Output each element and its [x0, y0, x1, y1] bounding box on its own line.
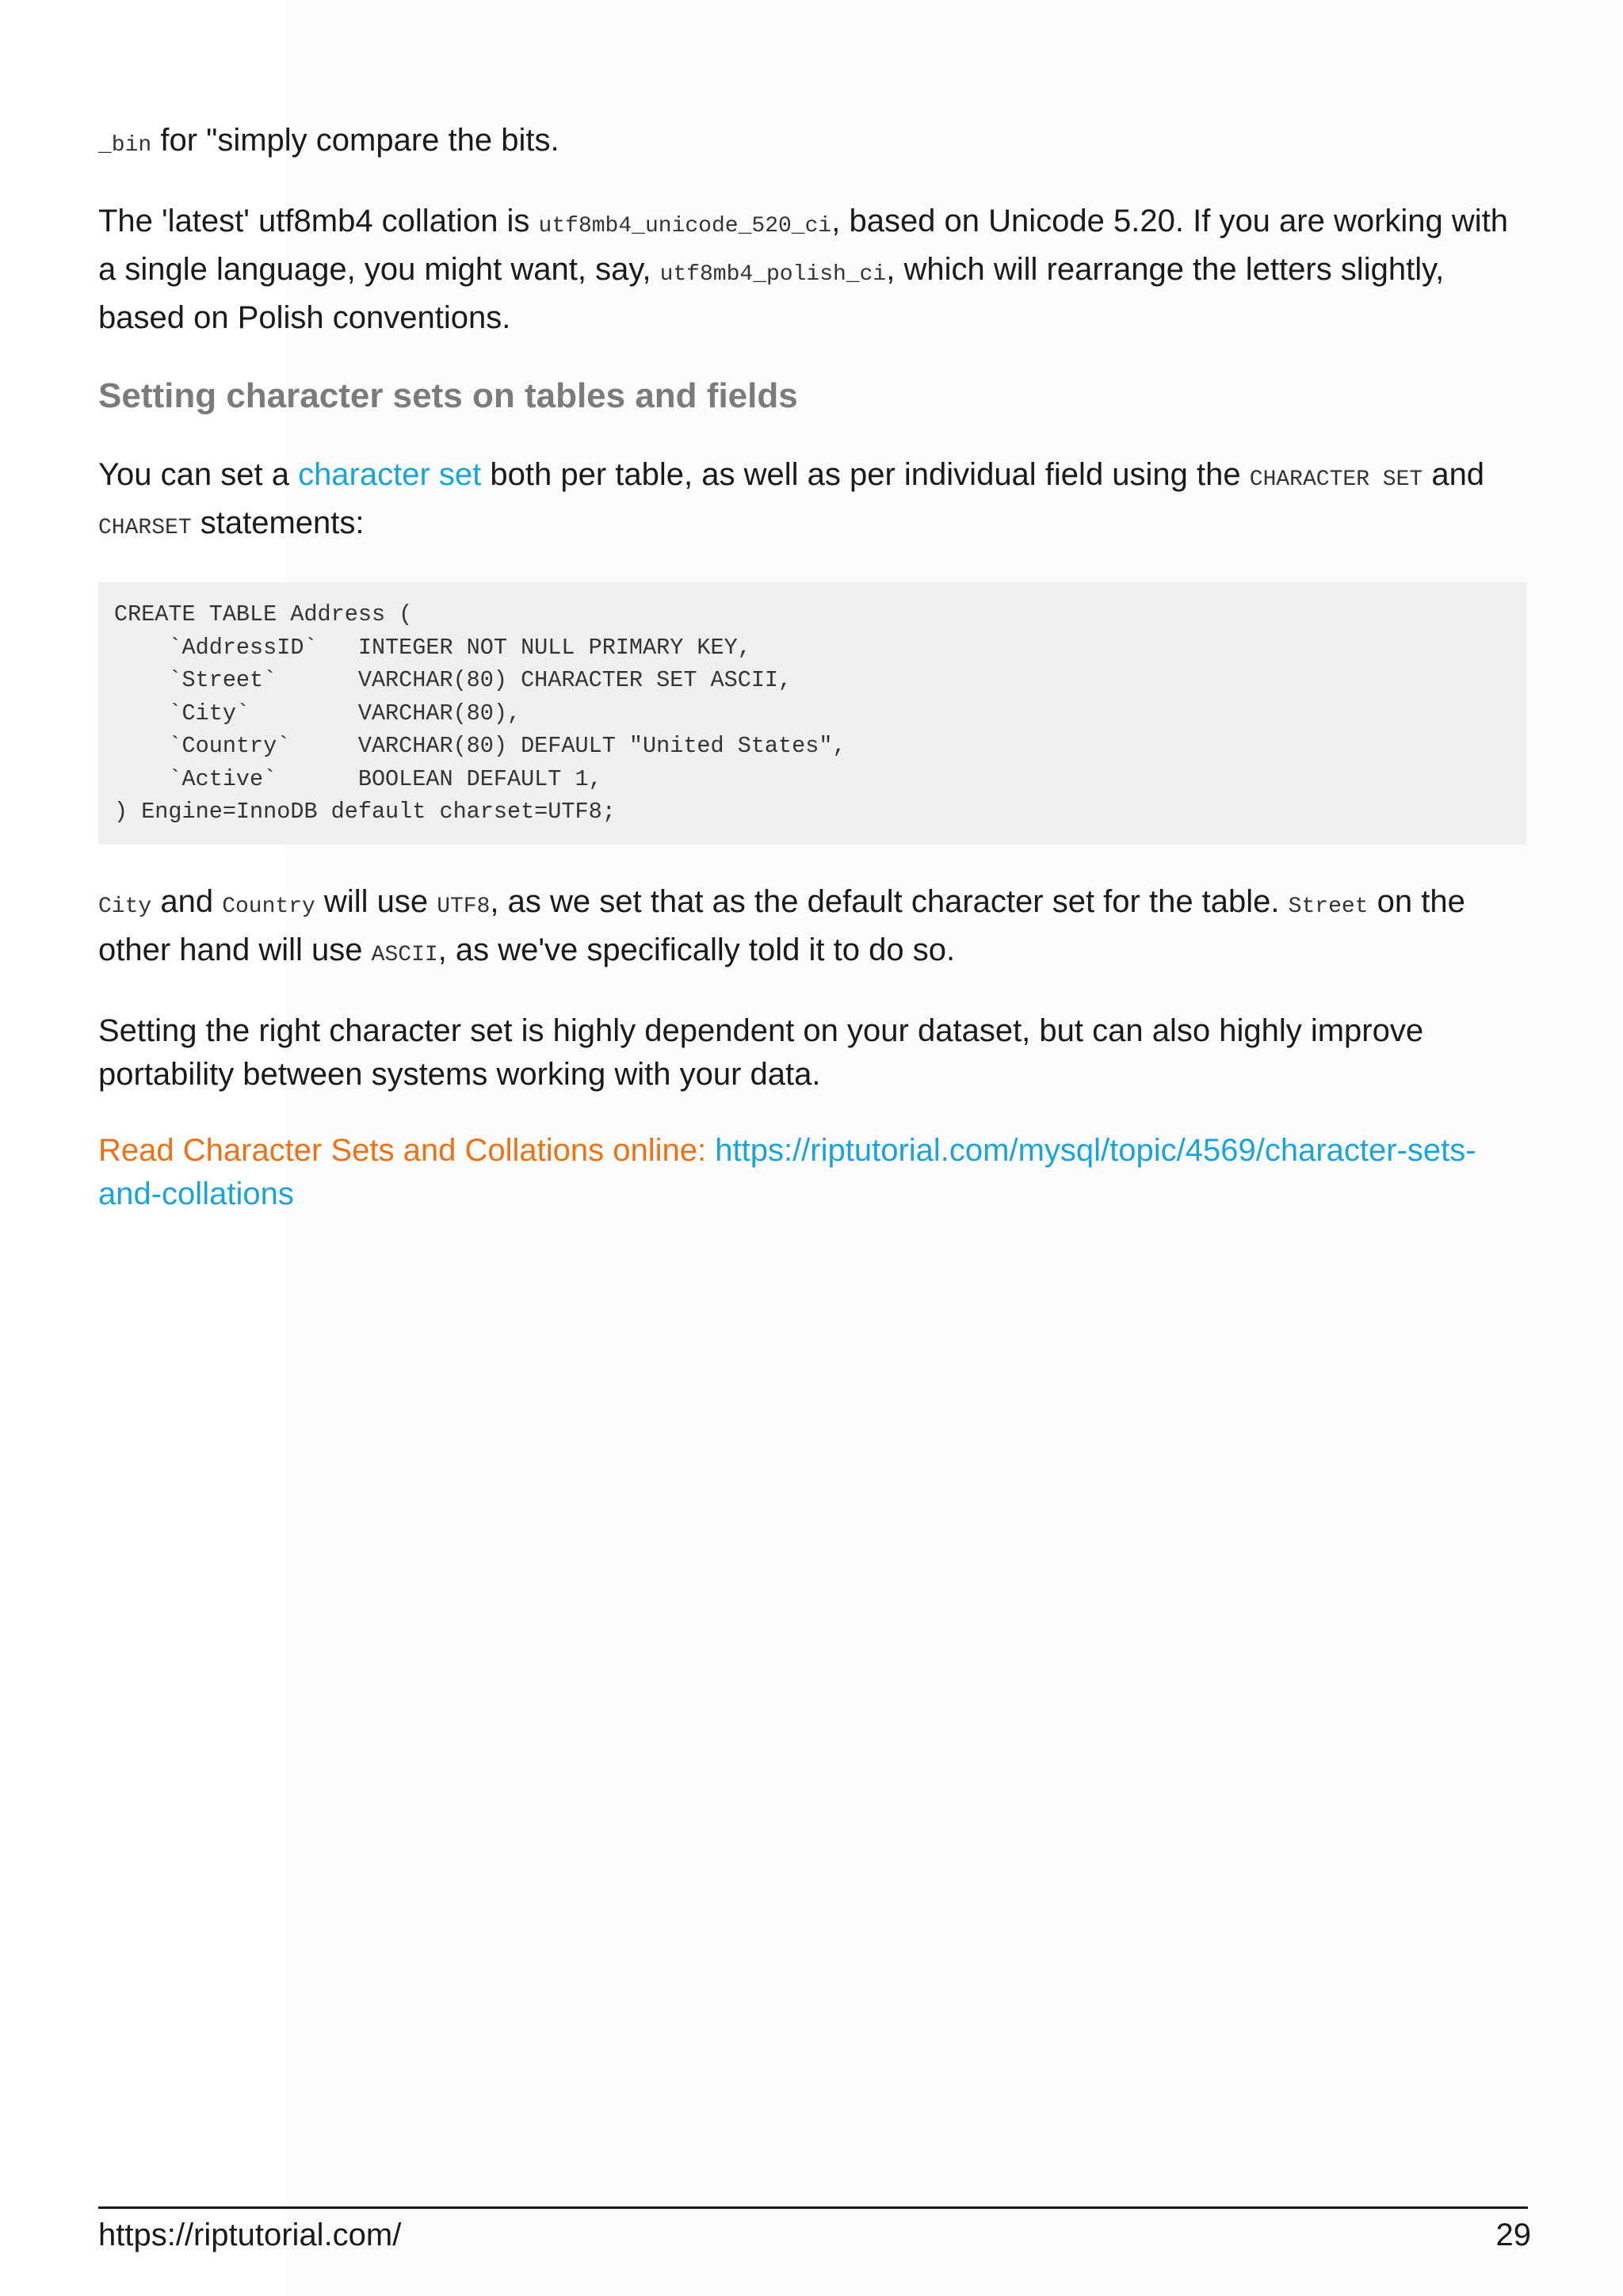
paragraph-text: Setting the right character set is highly dependent on your dataset, but can also highly improve portability between systems working with your data. [98, 1013, 1424, 1092]
paragraph-text: , as we set that as the default character set for the table. [490, 883, 1289, 919]
inline-code: _bin [98, 133, 152, 158]
inline-code: CHARSET [98, 516, 192, 540]
paragraph-text: both per table, as well as per individual field using the [481, 457, 1250, 492]
footer-url: https://riptutorial.com/ [98, 2218, 402, 2252]
code-line: `Street` VARCHAR(80) CHARACTER SET ASCII, [114, 667, 792, 693]
paragraph-set-charset [98, 453, 1526, 550]
paragraph-latest-collation [98, 200, 1526, 340]
paragraph-city-country [98, 880, 1526, 977]
code-line: `AddressID` INTEGER NOT NULL PRIMARY KEY, [114, 634, 751, 661]
inline-code: Country [222, 894, 315, 919]
code-block [98, 582, 1526, 845]
inline-code: CHARACTER SET [1249, 467, 1423, 492]
paragraph-bin [98, 119, 1526, 167]
paragraph-text: , which will rearrange the letters slightly, based on Polish conventions. [98, 252, 1445, 335]
inline-code: ASCII [371, 942, 438, 967]
page-number: 29 [1495, 2218, 1531, 2252]
code-line: `City` VARCHAR(80), [114, 700, 521, 727]
read-online-link[interactable]: https://riptutorial.com/mysql/topic/4569/character-sets-and-collations [98, 1132, 1476, 1211]
paragraph-text: , as we've specifically told it to do so. [437, 932, 956, 967]
inline-code: utf8mb4_unicode_520_ci [538, 214, 832, 238]
character-set-link[interactable]: character set [298, 457, 482, 492]
read-online-paragraph [98, 1129, 1526, 1216]
code-line: CREATE TABLE Address ( [114, 601, 413, 627]
paragraph-text: You can set a [98, 457, 299, 492]
paragraph-text: and [151, 883, 223, 919]
paragraph-text: The 'latest' utf8mb4 collation is [98, 204, 539, 238]
inline-code: City [98, 894, 152, 919]
inline-code: UTF8 [437, 894, 491, 919]
inline-code: utf8mb4_polish_ci [659, 262, 887, 287]
paragraph-setting-right-charset [98, 1009, 1526, 1097]
code-line: ) Engine=InnoDB default charset=UTF8; [114, 799, 616, 825]
code-line: `Active` BOOLEAN DEFAULT 1, [114, 765, 602, 792]
code-line: `Country` VARCHAR(80) DEFAULT "United States", [114, 733, 846, 759]
footer-divider [98, 2206, 1528, 2209]
paragraph-text: and [1423, 457, 1485, 492]
inline-code: Street [1288, 894, 1369, 919]
section-heading: Setting character sets on tables and fields [98, 376, 798, 415]
read-online-label: Read Character Sets and Collations online: [98, 1132, 716, 1168]
paragraph-text: statements: [191, 505, 365, 540]
page-content [98, 119, 1526, 1249]
paragraph-text: on the other hand will use [98, 883, 1465, 967]
paragraph-text: , based on Unicode 5.20. If you are working with a single language, you might want, say, [98, 204, 1509, 287]
paragraph-text: for "simply compare the bits. [151, 123, 559, 158]
paragraph-text: will use [315, 883, 437, 919]
